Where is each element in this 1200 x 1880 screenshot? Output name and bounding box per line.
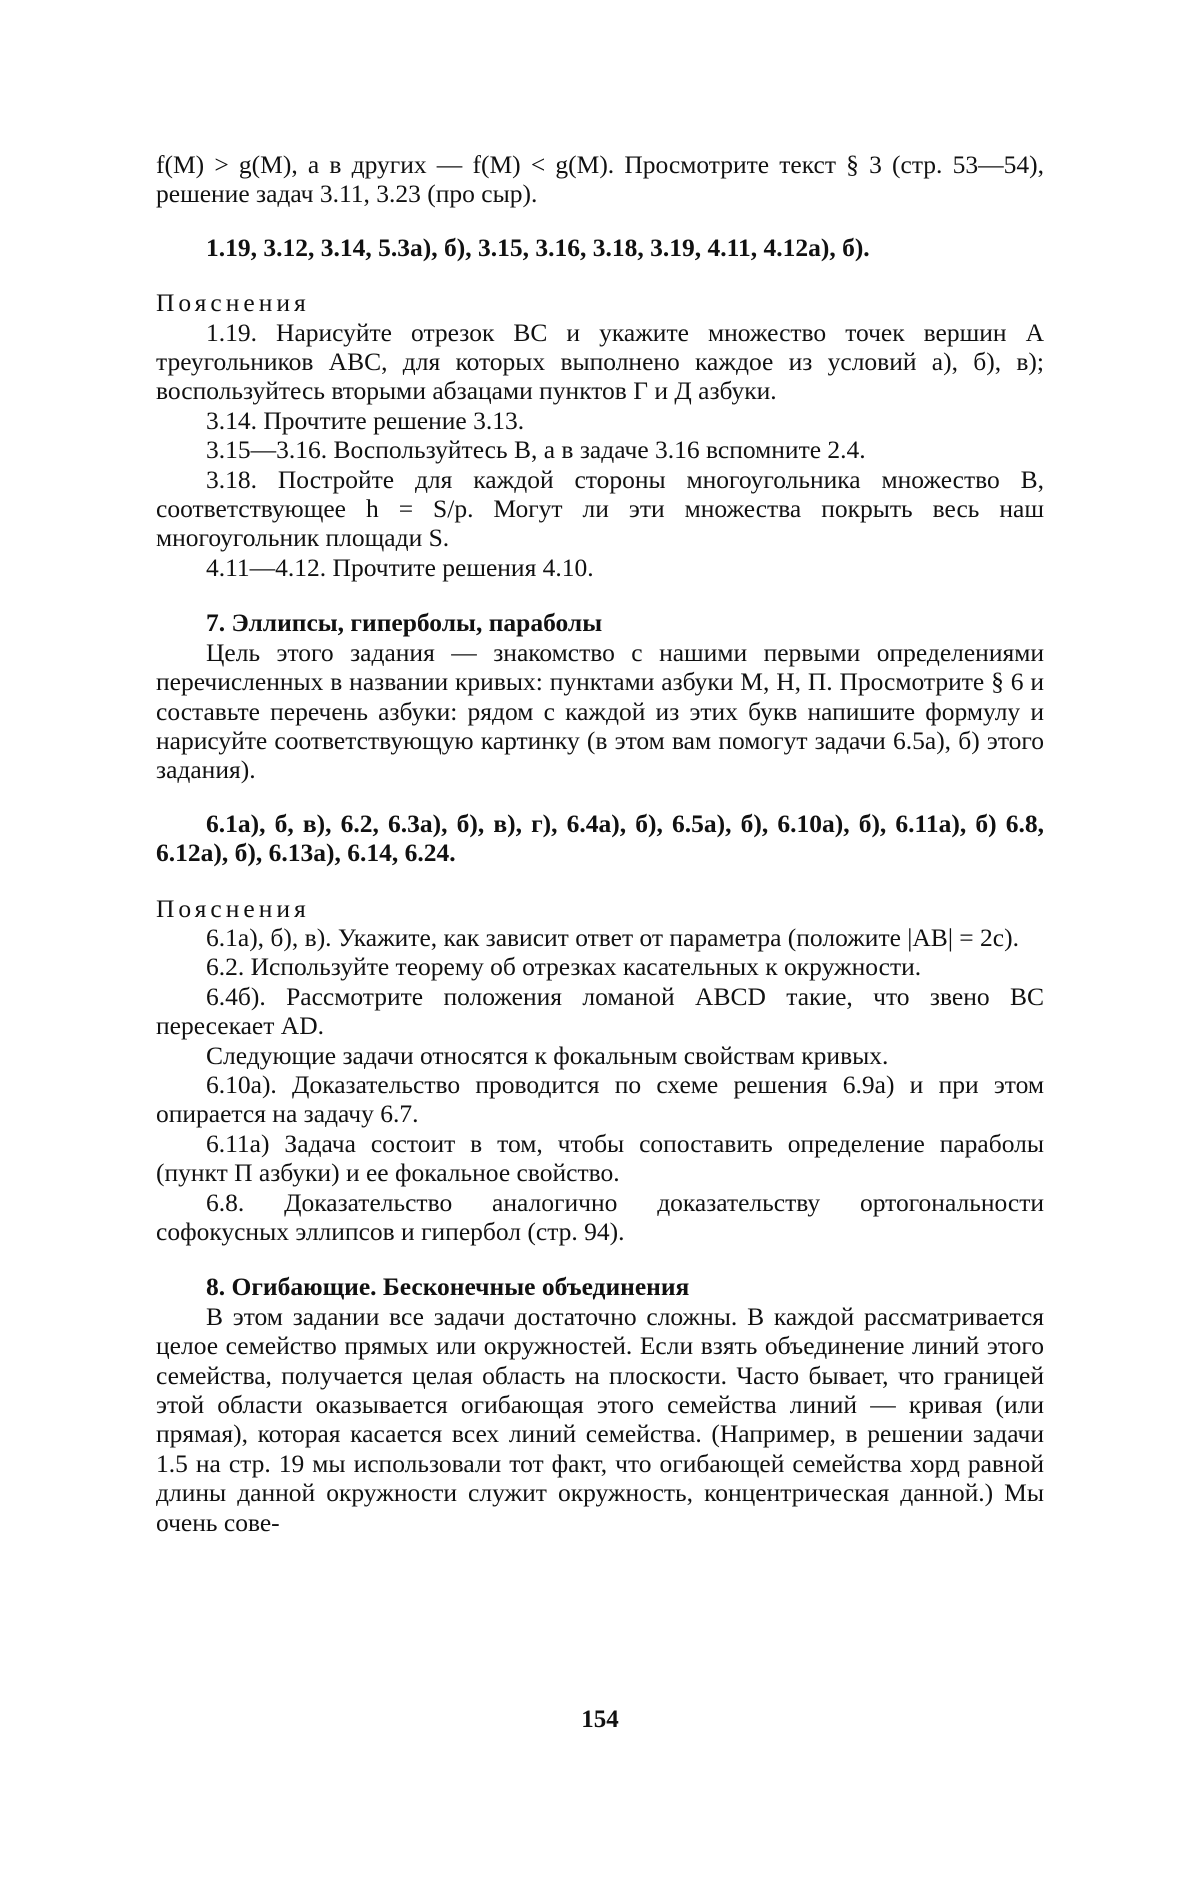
section-7-title: 7. Эллипсы, гиперболы, параболы: [206, 608, 603, 638]
problem-list-1: 1.19, 3.12, 3.14, 5.3а), б), 3.15, 3.16, 3.18, 3.19, 4.11, 4.12а), б).: [206, 232, 870, 262]
section-8-title: 8. Огибающие. Бесконечные объединения: [206, 1272, 690, 1302]
section-8-text: В этом задании все задачи достаточно сложны. В каждой рассматривается целое семейство прямых или окружностей. Если взять объединение линий этого семейства, получается целая область на плоскости. Часто бывает, что границей этой области оказывается огибающая этого семейства линий — кривая (или прямая), которая касается всех линий семейства. (Например, в решении задачи 1.5 на стр. 19 мы использовали тот факт, что огибающей семейства хорд равной длины данной окружности служит окружность, концентрическая данной.) Мы очень сове-: [156, 1301, 1044, 1537]
problem-list-2: 6.1а), б, в), 6.2, 6.3а), б), в), г), 6.4а), б), 6.5а), б), 6.10а), б), 6.11а), б) 6.8, 6.12а), б), 6.13а), 6.14, 6.24.: [156, 808, 1044, 868]
explanation-6-1: 6.1а), б), в). Укажите, как зависит ответ от параметра (положите |AB| = 2c).: [206, 922, 1019, 952]
explanation-6-8: 6.8. Доказательство аналогично доказательству ортогональности софокусных эллипсов и гипербол (стр. 94).: [156, 1187, 1044, 1246]
explanation-3-15: 3.15—3.16. Воспользуйтесь В, а в задаче 3.16 вспомните 2.4.: [206, 435, 866, 465]
page-body: [156, 150, 1044, 1537]
intro-paragraph: f(M) > g(M), а в других — f(M) < g(M). Просмотрите текст § 3 (стр. 53—54), решение задач 3.11, 3.23 (про сыр).: [156, 150, 1044, 209]
page-number: 154: [581, 1706, 619, 1733]
explanation-3-18: 3.18. Постройте для каждой стороны многоугольника множество В, соответствующее h = S/p. Могут ли эти множества покрыть весь наш многоугольник площади S.: [156, 464, 1044, 553]
explanation-focal: Следующие задачи относятся к фокальным свойствам кривых.: [206, 1040, 889, 1070]
explanation-6-4: 6.4б). Рассмотрите положения ломаной ABCD такие, что звено BC пересекает AD.: [156, 981, 1044, 1041]
explanation-1-19: 1.19. Нарисуйте отрезок BC и укажите множество точек вершин A треугольников ABC, для которых выполнено каждое из условий а), б), в); воспользуйтесь вторыми абзацами пунктов Г и Д азбуки.: [156, 317, 1044, 406]
explanations-heading-1: Пояснения: [156, 288, 310, 318]
explanation-6-11: 6.11а) Задача состоит в том, чтобы сопоставить определение параболы (пункт П азбуки) и ее фокальное свойство.: [156, 1128, 1044, 1188]
explanation-6-2: 6.2. Используйте теорему об отрезках касательных к окружности.: [206, 952, 922, 982]
explanations-heading-2: Пояснения: [156, 893, 310, 923]
explanation-6-10: 6.10а). Доказательство проводится по схеме решения 6.9а) и при этом опирается на задачу 6.7.: [156, 1069, 1044, 1129]
section-7-text: Цель этого задания — знакомство с нашими первыми определениями перечисленных в названии кривых: пунктами азбуки М, Н, П. Просмотрите § 6 и составьте перечень азбуки: рядом с каждой из этих букв напишите формулу и нарисуйте соответствующую картинку (в этом вам помогут задачи 6.5а), б) этого задания).: [156, 637, 1044, 785]
explanation-4-11: 4.11—4.12. Прочтите решения 4.10.: [206, 552, 594, 582]
explanation-3-14: 3.14. Прочтите решение 3.13.: [206, 405, 525, 435]
